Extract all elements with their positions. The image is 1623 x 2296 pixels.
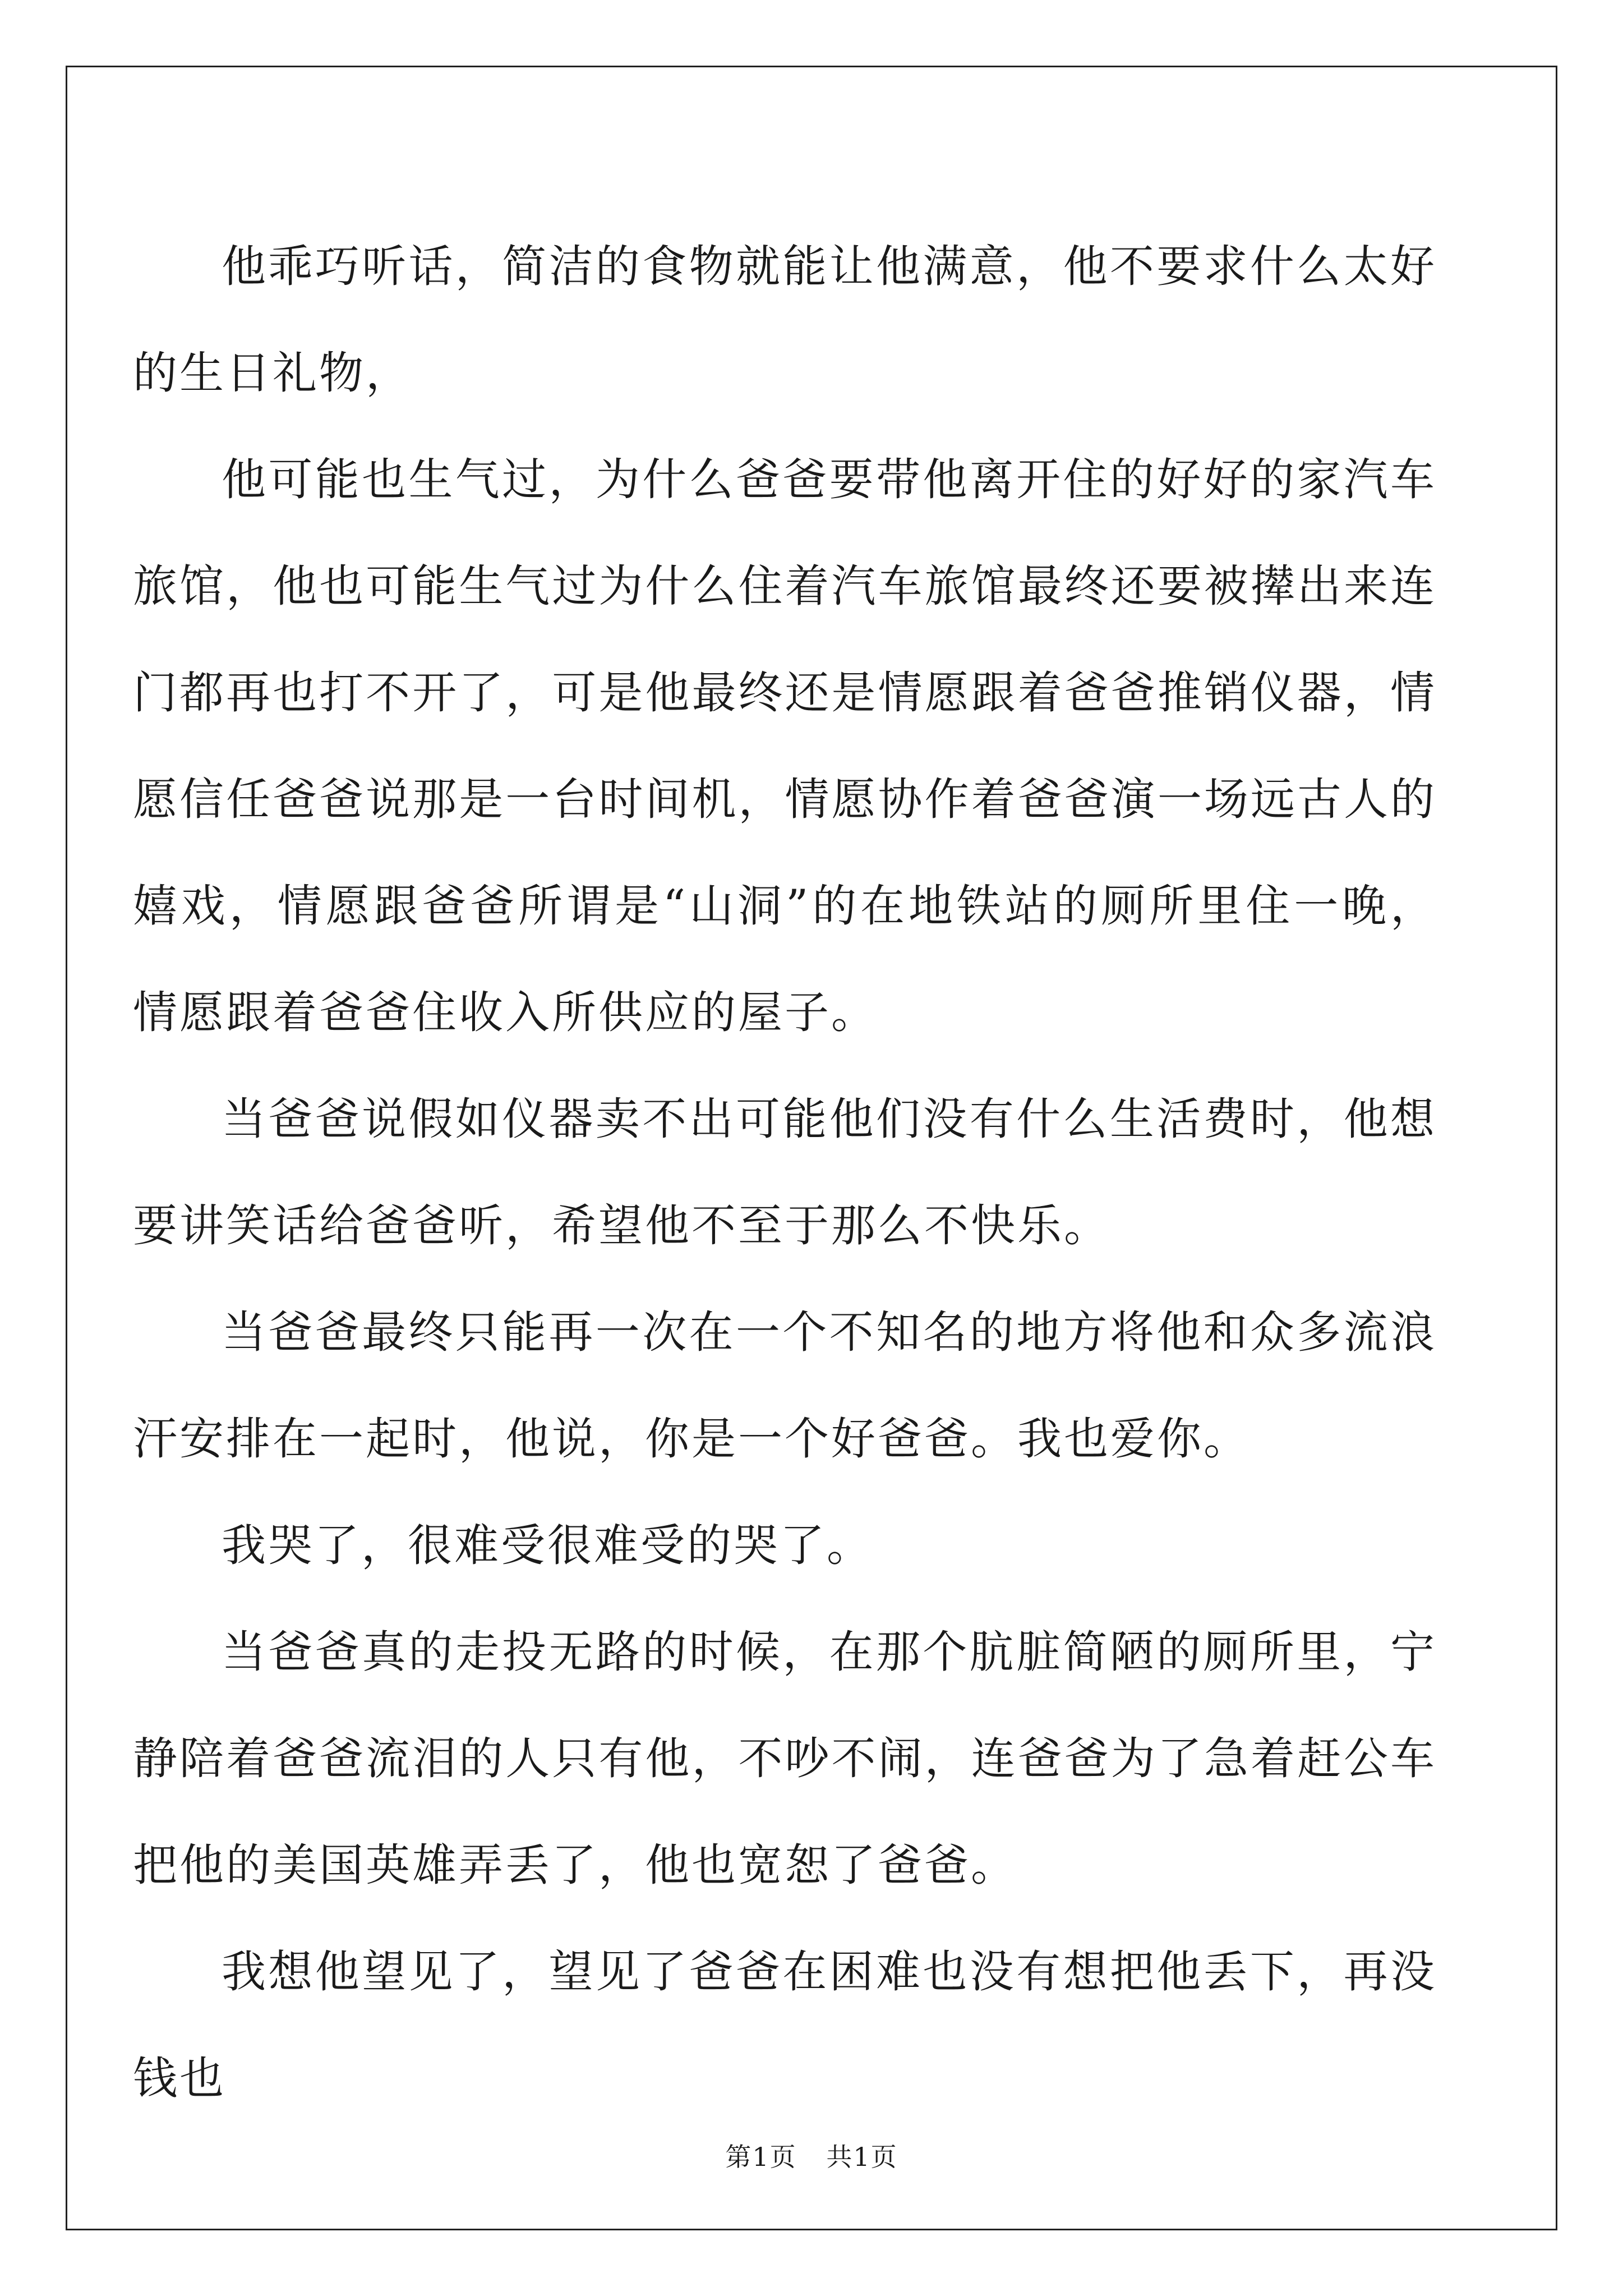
document-body: [133, 213, 1437, 2132]
paragraph: 他乖巧听话，简洁的食物就能让他满意，他不要求什么太好的生日礼物，: [133, 241, 1437, 399]
paragraph: 当爸爸真的走投无路的时候，在那个肮脏简陋的厕所里，宁静陪着爸爸流泪的人只有他，不吵不闹，连爸爸为了急着赶公车把他的美国英雄弄丢了，他也宽恕了爸爸。: [133, 1626, 1437, 1891]
page-total: 共1页: [826, 2142, 898, 2172]
page-footer: [0, 2140, 1623, 2174]
page-number: 第1页: [725, 2142, 797, 2172]
paragraph: 我想他望见了，望见了爸爸在困难也没有想把他丢下，再没钱也: [133, 1946, 1437, 2104]
paragraph: 当爸爸最终只能再一次在一个不知名的地方将他和众多流浪汗安排在一起时，他说，你是一个好爸爸。我也爱你。: [133, 1306, 1437, 1465]
paragraph: 我哭了，很难受很难受的哭了。: [222, 1520, 873, 1571]
paragraph: 他可能也生气过，为什么爸爸要带他离开住的好好的家汽车旅馆，他也可能生气过为什么住着汽车旅馆最终还要被撵出来连门都再也打不开了，可是他最终还是情愿跟着爸爸推销仪器，情愿信任爸爸说那是一台时间机，情愿协作着爸爸演一场远古人的嬉戏，情愿跟爸爸所谓是“山洞”的在地铁站的厕所里住一晚，情愿跟着爸爸住收入所供应的屋子。: [133, 454, 1437, 1038]
paragraph: 当爸爸说假如仪器卖不出可能他们没有什么生活费时，他想要讲笑话给爸爸听，希望他不至于那么不快乐。: [133, 1093, 1437, 1251]
